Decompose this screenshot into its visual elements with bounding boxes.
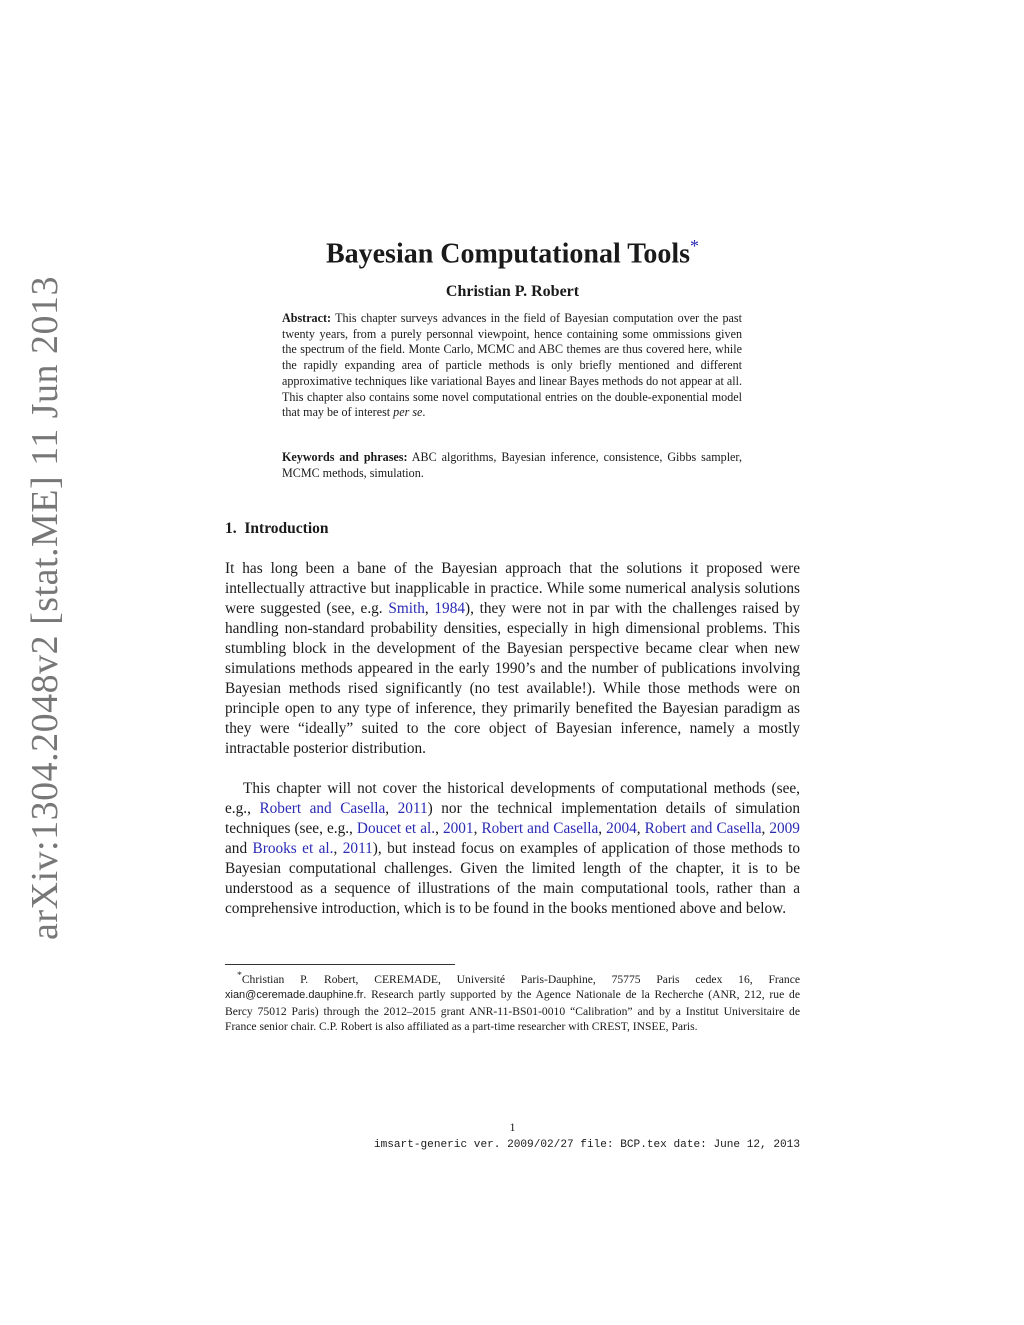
abstract-text: This chapter surveys advances in the field of Bayesian computation over the past twenty years, from a purely personnal viewpoint, hence containing some ommissions given the spectrum of the field. Monte Carlo, MCMC and ABC themes are thus covered here, while the rapidly expanding area of particle methods is only briefly mentioned and different approximative techniques like variational Bayes and linear Bayes methods do not appear at all. This chapter also contains some novel computational entries on the double-exponential model that may be of interest [282,311,742,420]
page-number: 1 [509,1120,516,1134]
paragraph-text: , [761,820,770,837]
template-version-line: imsart-generic ver. 2009/02/27 file: BCP.tex date: June 12, 2013 [373,1139,800,1151]
intro-paragraph-2 [225,779,800,919]
citation-link[interactable]: 2001 [442,820,474,837]
section-heading-introduction [225,519,329,539]
citation-link[interactable]: Doucet et al. [356,820,436,837]
citation-link[interactable]: 2011 [397,800,428,817]
keywords-text: ABC algorithms, Bayesian inference, consistence, Gibbs sampler, MCMC methods, simulation. [282,450,742,480]
citation-link[interactable]: 2009 [769,820,800,837]
citation-link[interactable]: 1984 [434,600,465,617]
abstract-label: Abstract: [282,311,332,325]
paper-title-text: Bayesian Computational Tools [325,238,691,270]
footnote-text: . Research partly supported by the Agence Nationale de la Recherche (ANR, 212, rue de Bercy 75012 Paris) through the 2012–2015 grant ANR-11-BS01-0010 “Calibration” and by a Institut Universitaire de France senior chair. C.P. Robert is also affiliated as a part-time researcher with CREST, INSEE, Paris. [225,988,800,1034]
paper-title [225,228,800,272]
abstract-emphasis: per se [393,405,423,420]
citation-link[interactable]: Robert and Casella [259,800,386,817]
keywords [282,450,742,481]
paragraph-text: , [333,840,343,857]
intro-paragraph-1 [225,559,800,759]
paragraph-text: It has long been a bane of the Bayesian approach that the solutions it proposed were intellectually attractive but inapplicable in practice. While some numerical analysis solutions were suggested (see, e.g. [225,560,800,617]
abstract-text-end: . [422,405,426,420]
paragraph-text: and [225,840,253,857]
citation-link[interactable]: Smith [388,600,425,617]
author-email-link[interactable]: xian@ceremade.dauphine.fr [225,989,364,1002]
section-title: Introduction [244,520,329,537]
section-number: 1. [225,520,237,537]
paragraph-text: , [636,820,645,837]
arxiv-identifier-stamp: arXiv:1304.2048v2 [stat.ME] 11 Jun 2013 [24,275,66,940]
keywords-label: Keywords and phrases: [282,450,408,464]
paragraph-text: ) nor the technical implementation details of simulation techniques (see, e.g., [225,800,800,837]
author-footnote [225,968,800,1035]
citation-link[interactable]: 2004 [606,820,637,837]
footnote-marker: * [237,970,242,981]
paragraph-text: , [473,820,482,837]
paragraph-text: ), they were not in par with the challenges raised by handling non-standard probability densities, especially in high dimensional problems. This stumbling block in the development of the Bayesian perspective became clear when new simulations methods appeared in the early 1990’s and the number of publications involving Bayesian methods rised significantly (no test available!). While those methods were on principle open to any type of inference, they primarily benefited the Bayesian paradigm as they were “ideally” suited to the core object of Bayesian inference, namely a mostly intractable posterior distribution. [225,600,800,757]
paragraph-text: , [598,820,607,837]
author-name: Christian P. Robert [445,283,580,300]
citation-link[interactable]: Robert and Casella [644,820,762,837]
citation-link[interactable]: 2011 [342,840,373,857]
citation-link[interactable]: Robert and Casella [481,820,599,837]
citation-link[interactable]: Brooks et al. [252,840,334,857]
footnote-text: Christian P. Robert, CEREMADE, Université Paris-Dauphine, 75775 Paris cedex 16, France [241,972,800,986]
paragraph-text: ), but instead focus on examples of application of those methods to Bayesian computational challenges. Given the limited length of the chapter, it is to be understood as a sequence of illustrations of the main computational tools, rather than a comprehensive introduction, which is to be found in the books mentioned above and below. [225,840,801,917]
paragraph-text: This chapter will not cover the historical developments of computational methods (see, e.g., [225,780,800,817]
abstract [282,311,742,421]
paragraph-text: , [435,820,443,837]
paragraph-text: , [385,800,398,817]
title-footnote-marker[interactable]: * [690,236,700,256]
paragraph-text: , [424,600,435,617]
footnote-divider [225,964,455,965]
